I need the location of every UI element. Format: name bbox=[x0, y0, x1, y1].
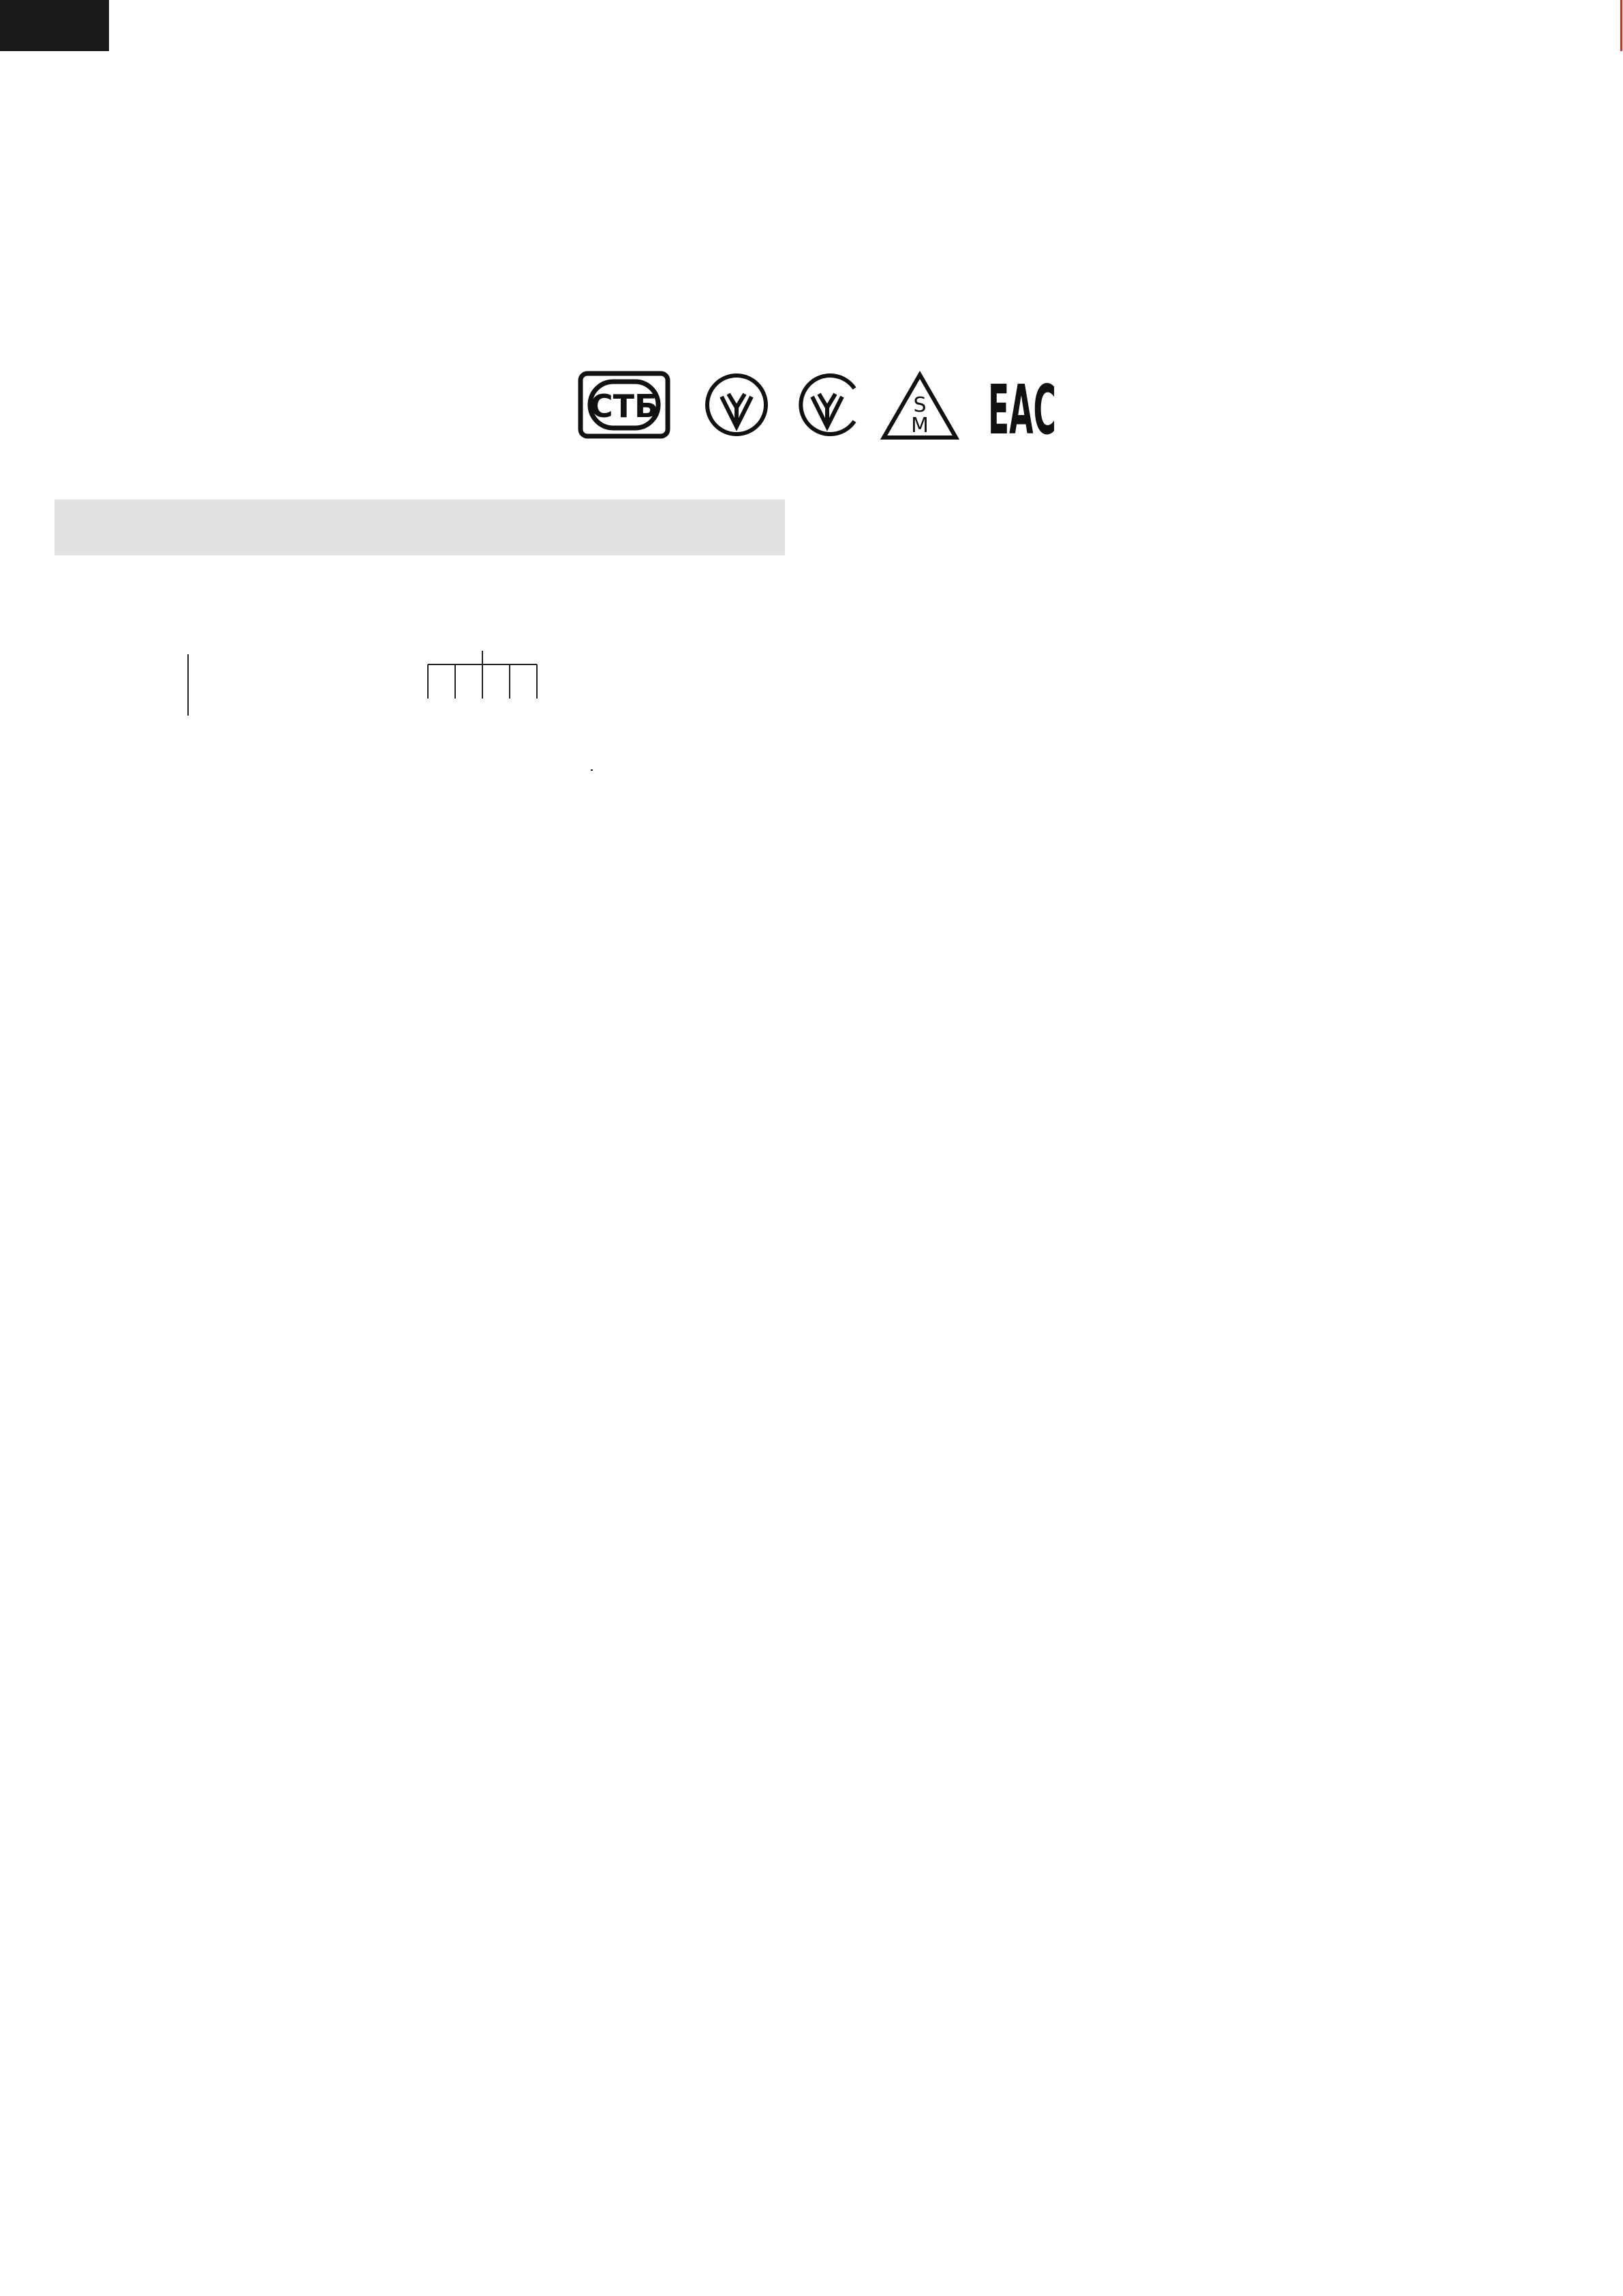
page-edge-mark bbox=[1620, 0, 1622, 51]
svg-text:EAC: EAC bbox=[988, 370, 1056, 450]
eac-mark bbox=[988, 370, 1056, 450]
section-header-band bbox=[55, 500, 785, 555]
svg-text:S: S bbox=[913, 393, 927, 417]
certification-marks bbox=[579, 368, 1056, 450]
svg-text:M: M bbox=[911, 414, 929, 438]
page-corner-tab bbox=[0, 0, 109, 51]
control-panel-overview bbox=[55, 644, 763, 869]
st-b-mark bbox=[581, 373, 668, 436]
ua-conformity-mark bbox=[707, 376, 766, 434]
ua-conformity-mark-2 bbox=[801, 376, 854, 434]
sm-mark bbox=[884, 375, 956, 438]
svg-text:СТБ: СТБ bbox=[589, 388, 659, 425]
